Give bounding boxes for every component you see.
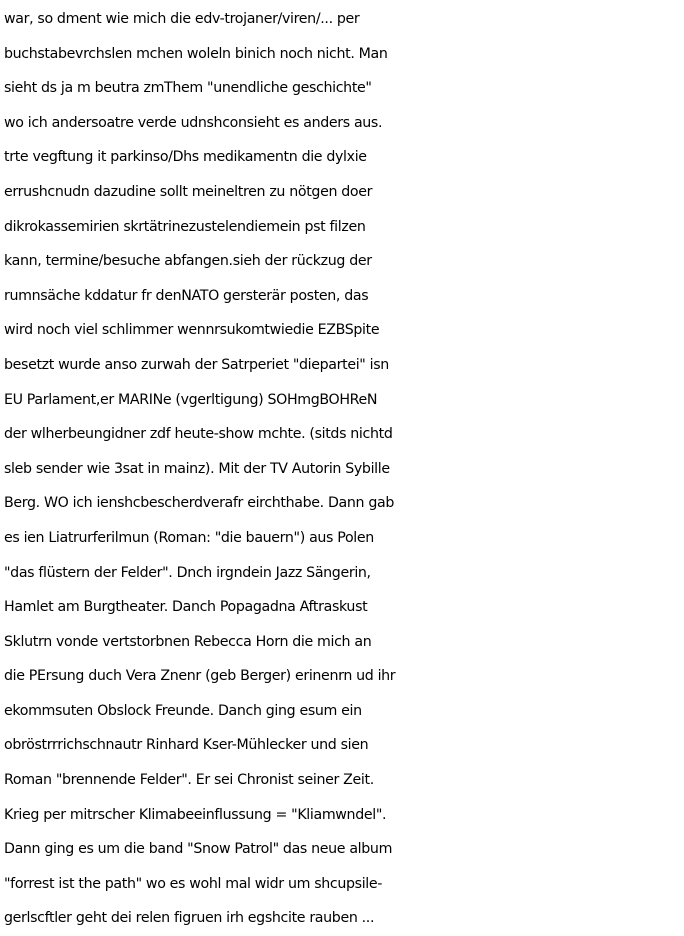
text-line: war, so dment wie mich die edv-trojaner/viren/... per bbox=[4, 11, 360, 27]
text-line: Krieg per mitrscher Klimabeeinflussung = "Kliamwndel". bbox=[4, 806, 387, 823]
text-line: rumnsäche kddatur fr denNATO gersterär posten, das bbox=[4, 287, 369, 304]
text-line: der wlherbeungidner zdf heute-show mchte. (sitds nichtd bbox=[4, 426, 393, 443]
text-line: "forrest ist the path" wo es wohl mal widr um shcupsile- bbox=[4, 875, 383, 892]
text-line: obröstrrrichschnautr Rinhard Kser-Mühlecker und sien bbox=[4, 737, 369, 754]
body-text bbox=[4, 2, 684, 936]
text-line: gerlscftler geht dei relen figruen irh egshcite rauben ... bbox=[4, 910, 375, 927]
text-line: kann, termine/besuche abfangen.sieh der rückzug der bbox=[4, 253, 372, 270]
text-line: wo ich andersoatre verde udnshconsieht es anders aus. bbox=[4, 114, 383, 131]
text-line: sleb sender wie 3sat in mainz). Mit der TV Autorin Sybille bbox=[4, 460, 390, 477]
text-line: Sklutrn vonde vertstorbnen Rebecca Horn die mich an bbox=[4, 633, 372, 650]
text-line: Berg. WO ich ienshcbescherdverafr eirchthabe. Dann gab bbox=[4, 495, 394, 512]
text-line: ekommsuten Obslock Freunde. Danch ging esum ein bbox=[4, 702, 362, 719]
text-line: dikrokassemirien skrtätrinezustelendiemein pst filzen bbox=[4, 218, 366, 235]
text-line: Roman "brennende Felder". Er sei Chronist seiner Zeit. bbox=[4, 772, 374, 789]
text-line: "das flüstern der Felder". Dnch irgndein Jazz Sängerin, bbox=[4, 564, 371, 581]
text-line: die PErsung duch Vera Znenr (geb Berger) erinenrn ud ihr bbox=[4, 668, 396, 685]
text-line: wird noch viel schlimmer wennrsukomtwiedie EZBSpite bbox=[4, 322, 380, 339]
text-line: Dann ging es um die band "Snow Patrol" das neue album bbox=[4, 841, 393, 858]
text-line: besetzt wurde anso zurwah der Satrperiet "diepartei" isn bbox=[4, 356, 389, 373]
text-line: trte vegftung it parkinso/Dhs medikamentn die dylxie bbox=[4, 149, 367, 166]
text-line: errushcnudn dazudine sollt meineltren zu nötgen doer bbox=[4, 183, 373, 200]
text-line: Hamlet am Burgtheater. Danch Popagadna Aftraskust bbox=[4, 599, 368, 616]
text-line: EU Parlament,er MARINe (vgerltigung) SOHmgBOHReN bbox=[4, 391, 378, 408]
text-line: buchstabevrchslen mchen woleln binich noch nicht. Man bbox=[4, 45, 388, 62]
text-line: sieht ds ja m beutra zmThem "unendliche geschichte" bbox=[4, 80, 372, 97]
text-line: es ien Liatrurferilmun (Roman: "die bauern") aus Polen bbox=[4, 529, 374, 546]
